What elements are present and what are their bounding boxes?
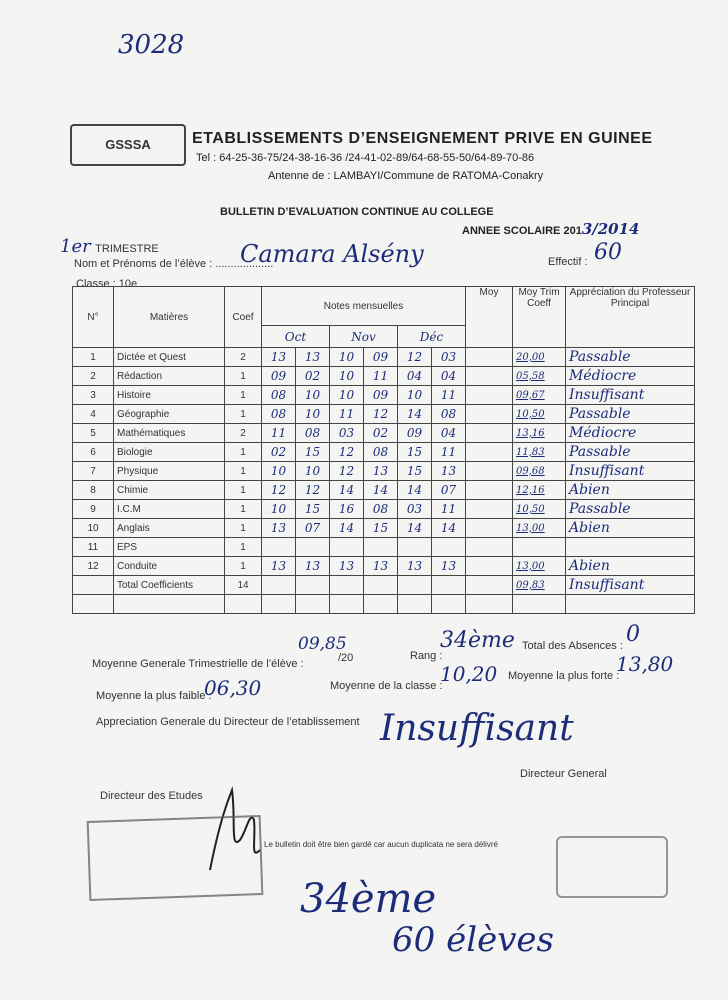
- note-cell: 12: [262, 481, 296, 500]
- note-cell: 10: [330, 367, 364, 386]
- note-cell: 02: [364, 424, 398, 443]
- note-cell: 02: [262, 443, 296, 462]
- row-coef: 14: [225, 576, 262, 595]
- trim-cell: 09,68: [513, 462, 566, 481]
- empty-cell: [296, 595, 330, 614]
- antenna-address: Antenne de : LAMBAYI/Commune de RATOMA-Conakry: [268, 170, 544, 182]
- appreciation-cell: Passable: [566, 405, 695, 424]
- note-cell: 14: [364, 481, 398, 500]
- note-cell: 13: [262, 519, 296, 538]
- header-subject: Matières: [114, 287, 225, 348]
- note-cell: 13: [262, 348, 296, 367]
- appreciation-cell: Insuffisant: [566, 462, 695, 481]
- logo-text: GSSSA: [105, 137, 151, 152]
- moy-cell: [466, 557, 513, 576]
- general-average-value: 09,85: [298, 634, 347, 654]
- empty-cell: [330, 595, 364, 614]
- note-cell: 12: [296, 481, 330, 500]
- row-coef: 1: [225, 443, 262, 462]
- table-row: [73, 462, 695, 481]
- note-cell: 14: [330, 519, 364, 538]
- note-cell: 11: [364, 367, 398, 386]
- empty-cell: [364, 595, 398, 614]
- appreciation-cell: Abien: [566, 481, 695, 500]
- note-cell: 14: [330, 481, 364, 500]
- note-cell: [432, 576, 466, 595]
- row-subject: Rédaction: [114, 367, 225, 386]
- empty-cell: [114, 595, 225, 614]
- row-num: 11: [73, 538, 114, 557]
- note-cell: 14: [398, 481, 432, 500]
- bulletin-title: BULLETIN D’EVALUATION CONTINUE AU COLLEGE: [220, 206, 494, 218]
- note-cell: [296, 538, 330, 557]
- row-coef: 1: [225, 367, 262, 386]
- lowest-average-label: Moyenne la plus faible :: [96, 690, 212, 702]
- table-row-total: [73, 576, 695, 595]
- note-cell: 11: [432, 386, 466, 405]
- table-row: [73, 386, 695, 405]
- note-cell: 15: [296, 500, 330, 519]
- row-num: 2: [73, 367, 114, 386]
- note-cell: 13: [432, 462, 466, 481]
- note-cell: 15: [398, 443, 432, 462]
- moy-cell: [466, 538, 513, 557]
- table-row: [73, 424, 695, 443]
- row-coef: 1: [225, 405, 262, 424]
- moy-cell: [466, 443, 513, 462]
- row-num: 6: [73, 443, 114, 462]
- row-subject: Géographie: [114, 405, 225, 424]
- trim-cell: [513, 538, 566, 557]
- director-appreciation-value: Insuffisant: [380, 708, 574, 749]
- note-cell: [330, 538, 364, 557]
- note-cell: 09: [398, 424, 432, 443]
- header-moy-trim: Moy Trim Coeff: [513, 287, 566, 348]
- note-cell: 13: [262, 557, 296, 576]
- trim-cell: 13,16: [513, 424, 566, 443]
- row-coef: 1: [225, 538, 262, 557]
- highest-average-label: Moyenne la plus forte :: [508, 670, 620, 682]
- note-cell: 08: [364, 443, 398, 462]
- table-row-empty: [73, 595, 695, 614]
- note-cell: 12: [330, 443, 364, 462]
- row-subject: Dictée et Quest: [114, 348, 225, 367]
- note-cell: 04: [432, 424, 466, 443]
- appreciation-cell: Abien: [566, 557, 695, 576]
- note-cell: [364, 538, 398, 557]
- director-studies-label: Directeur des Etudes: [100, 790, 203, 802]
- student-label: Nom et Prénoms de l’élève : ...................: [74, 258, 274, 270]
- note-cell: 09: [262, 367, 296, 386]
- trim-cell: 05,58: [513, 367, 566, 386]
- empty-cell: [262, 595, 296, 614]
- row-coef: 1: [225, 519, 262, 538]
- school-stamp: [87, 815, 264, 901]
- absences-value: 0: [626, 622, 640, 647]
- note-cell: 08: [432, 405, 466, 424]
- absences-label: Total des Absences :: [522, 640, 623, 652]
- class-average-value: 10,20: [440, 662, 498, 686]
- director-stamp: [556, 836, 668, 898]
- trim-cell: 10,50: [513, 405, 566, 424]
- empty-cell: [432, 595, 466, 614]
- note-cell: 10: [330, 348, 364, 367]
- table-row: [73, 348, 695, 367]
- note-cell: 04: [398, 367, 432, 386]
- note-cell: 10: [330, 386, 364, 405]
- note-cell: 10: [262, 462, 296, 481]
- grades-table: [72, 286, 695, 614]
- note-cell: 13: [432, 557, 466, 576]
- row-subject: Anglais: [114, 519, 225, 538]
- empty-cell: [513, 595, 566, 614]
- note-cell: 07: [296, 519, 330, 538]
- note-cell: 15: [364, 519, 398, 538]
- row-coef: 1: [225, 386, 262, 405]
- note-cell: [364, 576, 398, 595]
- trim-cell: 13,00: [513, 557, 566, 576]
- institution-title: ETABLISSEMENTS D’ENSEIGNEMENT PRIVE EN GUINEE: [192, 130, 653, 147]
- note-cell: 11: [262, 424, 296, 443]
- appreciation-cell: Insuffisant: [566, 576, 695, 595]
- row-num: 10: [73, 519, 114, 538]
- table-row: [73, 481, 695, 500]
- appreciation-cell: Passable: [566, 348, 695, 367]
- note-cell: [296, 576, 330, 595]
- row-num: 5: [73, 424, 114, 443]
- moy-cell: [466, 424, 513, 443]
- note-cell: 13: [330, 557, 364, 576]
- trim-cell: 11,83: [513, 443, 566, 462]
- header-appreciation: Appréciation du Professeur Principal: [566, 287, 695, 348]
- note-cell: 14: [398, 519, 432, 538]
- note-cell: 10: [296, 405, 330, 424]
- empty-cell: [398, 595, 432, 614]
- appreciation-cell: [566, 538, 695, 557]
- row-subject: EPS: [114, 538, 225, 557]
- bottom-student-count: 60 élèves: [392, 920, 554, 960]
- moy-cell: [466, 367, 513, 386]
- note-cell: [432, 538, 466, 557]
- appreciation-cell: Passable: [566, 500, 695, 519]
- trim-cell: 20,00: [513, 348, 566, 367]
- header-coef: Coef: [225, 287, 262, 348]
- row-num: 12: [73, 557, 114, 576]
- row-num: 1: [73, 348, 114, 367]
- row-subject: I.C.M: [114, 500, 225, 519]
- row-coef: 1: [225, 557, 262, 576]
- general-average-suffix: /20: [338, 652, 354, 664]
- general-average-label: Moyenne Generale Trimestrielle de l’élève :: [92, 658, 304, 670]
- note-cell: 12: [364, 405, 398, 424]
- moy-cell: [466, 500, 513, 519]
- appreciation-cell: Abien: [566, 519, 695, 538]
- effectif-label: Effectif :: [548, 256, 588, 268]
- appreciation-cell: Insuffisant: [566, 386, 695, 405]
- moy-cell: [466, 519, 513, 538]
- appreciation-cell: Passable: [566, 443, 695, 462]
- row-num: 3: [73, 386, 114, 405]
- row-coef: 1: [225, 481, 262, 500]
- table-row: [73, 405, 695, 424]
- row-subject: Conduite: [114, 557, 225, 576]
- row-coef: 2: [225, 424, 262, 443]
- moy-cell: [466, 462, 513, 481]
- trim-cell: 09,83: [513, 576, 566, 595]
- bottom-rank: 34ème: [300, 876, 437, 922]
- empty-cell: [566, 595, 695, 614]
- school-logo: [70, 124, 186, 166]
- rank-label: Rang :: [410, 650, 443, 662]
- lowest-average-value: 06,30: [204, 676, 262, 700]
- school-year: [462, 220, 639, 238]
- note-cell: 13: [364, 557, 398, 576]
- class-label: Classe : 10e: [76, 278, 138, 290]
- note-cell: 07: [432, 481, 466, 500]
- table-row: [73, 367, 695, 386]
- note-cell: 08: [262, 386, 296, 405]
- appreciation-cell: Médiocre: [566, 367, 695, 386]
- empty-cell: [73, 595, 114, 614]
- footer-note: Le bulletin doit être bien gardé car aucun duplicata ne sera délivré: [264, 840, 498, 849]
- note-cell: 15: [398, 462, 432, 481]
- note-cell: 08: [262, 405, 296, 424]
- row-coef: 1: [225, 500, 262, 519]
- note-cell: 08: [296, 424, 330, 443]
- note-cell: [330, 576, 364, 595]
- class-average-label: Moyenne de la classe :: [330, 680, 443, 692]
- row-num: 8: [73, 481, 114, 500]
- note-cell: 13: [296, 557, 330, 576]
- moy-cell: [466, 348, 513, 367]
- moy-cell: [466, 481, 513, 500]
- note-cell: 10: [296, 462, 330, 481]
- note-cell: 11: [432, 443, 466, 462]
- student-name: Camara Alsény: [240, 240, 424, 268]
- note-cell: 13: [296, 348, 330, 367]
- trim-cell: 10,50: [513, 500, 566, 519]
- row-coef: 2: [225, 348, 262, 367]
- note-cell: 04: [432, 367, 466, 386]
- director-appreciation-label: Appreciation Generale du Directeur de l’etablissement: [96, 716, 360, 728]
- header-notes: Notes mensuelles: [262, 287, 466, 326]
- moy-cell: [466, 386, 513, 405]
- note-cell: 03: [432, 348, 466, 367]
- month-dec: Déc: [398, 326, 466, 348]
- note-cell: 08: [364, 500, 398, 519]
- note-cell: 03: [398, 500, 432, 519]
- note-cell: [262, 576, 296, 595]
- row-num: 9: [73, 500, 114, 519]
- row-coef: 1: [225, 462, 262, 481]
- note-cell: 02: [296, 367, 330, 386]
- empty-cell: [466, 595, 513, 614]
- note-cell: 16: [330, 500, 364, 519]
- trim-cell: 12,16: [513, 481, 566, 500]
- header-row: [73, 287, 695, 326]
- effectif-value: 60: [594, 240, 622, 265]
- note-cell: [398, 576, 432, 595]
- note-cell: [262, 538, 296, 557]
- row-num: [73, 576, 114, 595]
- note-cell: 11: [330, 405, 364, 424]
- table-row: [73, 519, 695, 538]
- month-oct: Oct: [262, 326, 330, 348]
- handwritten-reference: 3028: [118, 30, 185, 60]
- note-cell: 09: [364, 386, 398, 405]
- school-year-label: ANNEE SCOLAIRE 201: [462, 225, 582, 237]
- moy-cell: [466, 405, 513, 424]
- highest-average-value: 13,80: [616, 652, 674, 676]
- empty-cell: [225, 595, 262, 614]
- note-cell: 10: [262, 500, 296, 519]
- row-subject: Total Coefficients: [114, 576, 225, 595]
- moy-cell: [466, 576, 513, 595]
- trimester: [60, 236, 159, 257]
- note-cell: 10: [296, 386, 330, 405]
- note-cell: 13: [398, 557, 432, 576]
- rank-value: 34ème: [440, 628, 515, 653]
- trim-cell: 09,67: [513, 386, 566, 405]
- row-num: 4: [73, 405, 114, 424]
- note-cell: 11: [432, 500, 466, 519]
- note-cell: 15: [296, 443, 330, 462]
- month-nov: Nov: [330, 326, 398, 348]
- note-cell: 12: [398, 348, 432, 367]
- table-row: [73, 443, 695, 462]
- note-cell: 14: [432, 519, 466, 538]
- note-cell: 09: [364, 348, 398, 367]
- row-subject: Physique: [114, 462, 225, 481]
- note-cell: 13: [364, 462, 398, 481]
- appreciation-cell: Médiocre: [566, 424, 695, 443]
- row-subject: Biologie: [114, 443, 225, 462]
- trim-cell: 13,00: [513, 519, 566, 538]
- row-subject: Histoire: [114, 386, 225, 405]
- row-num: 7: [73, 462, 114, 481]
- school-year-hand: 3/2014: [581, 220, 640, 238]
- note-cell: 14: [398, 405, 432, 424]
- header-moy: Moy: [466, 287, 513, 348]
- row-subject: Chimie: [114, 481, 225, 500]
- table-row: [73, 557, 695, 576]
- trimester-label: TRIMESTRE: [95, 243, 159, 255]
- table-row: [73, 500, 695, 519]
- note-cell: 12: [330, 462, 364, 481]
- note-cell: [398, 538, 432, 557]
- note-cell: 10: [398, 386, 432, 405]
- header-num: N°: [73, 287, 114, 348]
- trimester-number: 1er: [60, 236, 91, 257]
- row-subject: Mathématiques: [114, 424, 225, 443]
- phone-numbers: Tel : 64-25-36-75/24-38-16-36 /24-41-02-89/64-68-55-50/64-89-70-86: [196, 152, 535, 164]
- table-row: [73, 538, 695, 557]
- note-cell: 03: [330, 424, 364, 443]
- director-general-label: Directeur General: [520, 768, 607, 780]
